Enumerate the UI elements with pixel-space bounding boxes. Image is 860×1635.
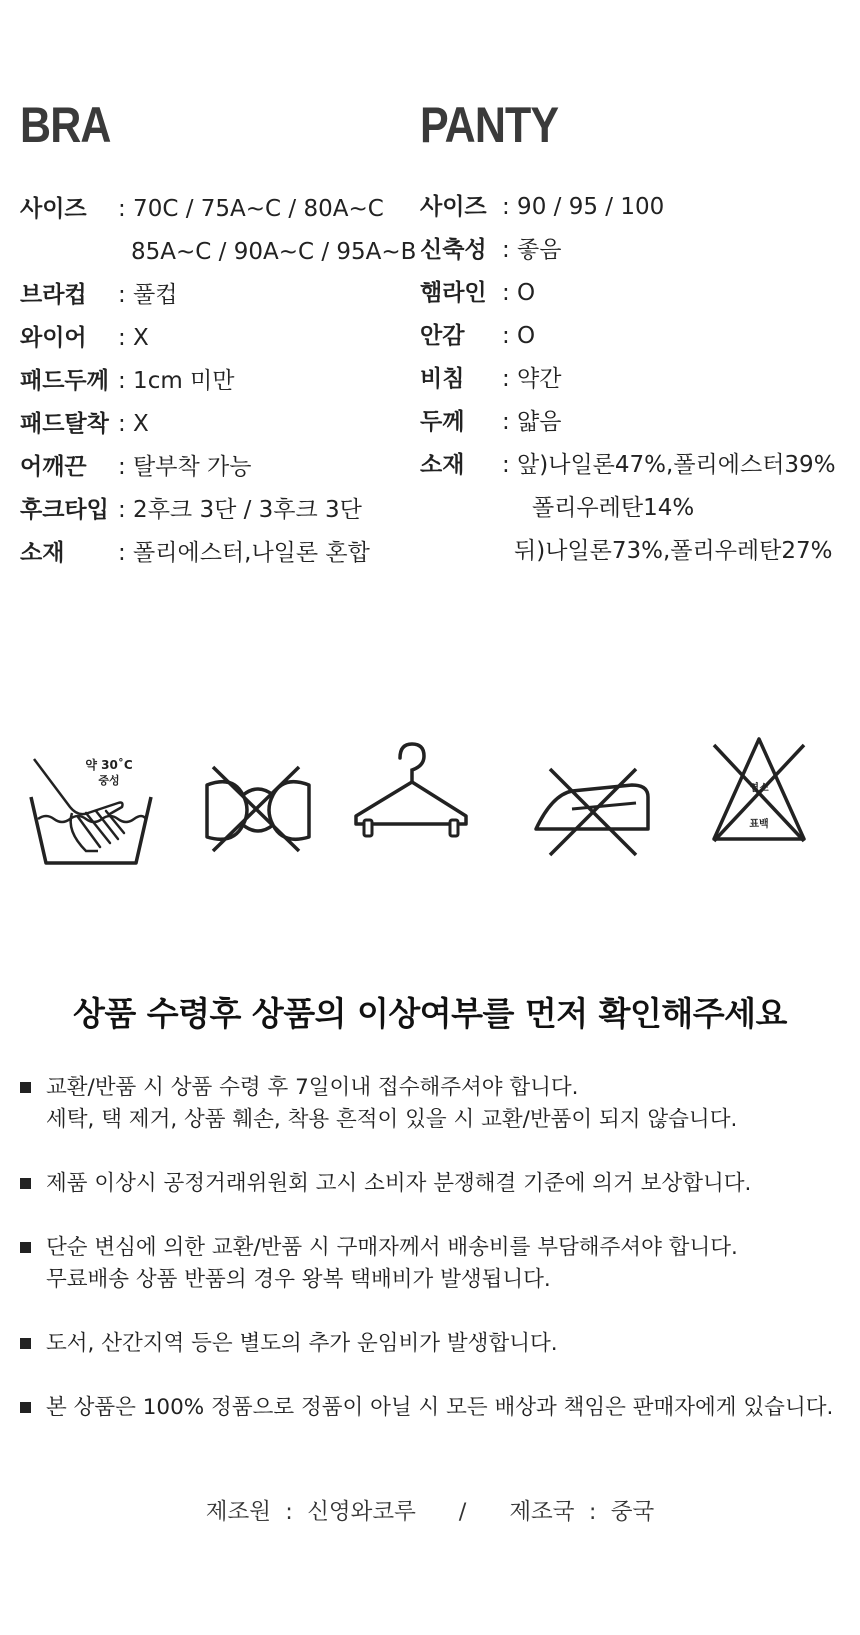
panty-row-lining: 안감 : O bbox=[420, 323, 536, 349]
bra-row-pad-thickness: 패드두께 : 1cm 미만 bbox=[20, 368, 235, 394]
notice-title: 상품 수령후 상품의 이상여부를 먼저 확인해주세요 bbox=[73, 994, 787, 1033]
svg-text:약 30˚C: 약 30˚C bbox=[85, 758, 133, 772]
notice-list bbox=[20, 1072, 850, 1424]
square-bullet-icon bbox=[20, 1178, 31, 1189]
bra-spec-list bbox=[20, 188, 416, 575]
maker-label: 제조원 bbox=[205, 1499, 271, 1525]
notice-item: 도서, 산간지역 등은 별도의 추가 운임비가 발생합니다. bbox=[20, 1328, 850, 1360]
notice-item: 교환/반품 시 상품 수령 후 7일이내 접수해주셔야 합니다. 세탁, 택 제거, 상품 훼손, 착용 흔적이 있을 시 교환/반품이 되지 않습니다. bbox=[20, 1072, 850, 1136]
panty-row-material: 소재 : 앞)나일론47%,폴리에스터39% bbox=[420, 452, 836, 478]
maker-name: 신영와코루 bbox=[307, 1499, 416, 1525]
bra-row-material: 소재 : 폴리에스터,나일론 혼합 bbox=[20, 540, 370, 566]
panty-heading: PANTY bbox=[420, 97, 559, 153]
bra-row-hook: 후크타입 : 2후크 3단 / 3후크 3단 bbox=[20, 497, 362, 523]
care-icons bbox=[0, 755, 860, 885]
hand-wash-icon bbox=[26, 755, 161, 875]
bra-row-pad-removable: 패드탈착 : X bbox=[20, 411, 149, 437]
no-bleach-icon bbox=[710, 735, 808, 845]
notice-item: 본 상품은 100% 정품으로 정품이 아닐 시 모든 배상과 책임은 판매자에게 있습니다. bbox=[20, 1392, 850, 1424]
panty-row-sheerness: 비침 : 약간 bbox=[420, 366, 562, 392]
notice-item: 제품 이상시 공정거래위원회 고시 소비자 분쟁해결 기준에 의거 보상합니다. bbox=[20, 1168, 850, 1200]
panty-row-thickness: 두께 : 얇음 bbox=[420, 409, 562, 435]
svg-text:중성: 중성 bbox=[98, 774, 120, 787]
bra-row-strap: 어깨끈 : 탈부착 가능 bbox=[20, 454, 252, 480]
no-wring-icon bbox=[203, 765, 313, 855]
square-bullet-icon bbox=[20, 1402, 31, 1413]
panty-row-material-cont2: 뒤)나일론73%,폴리우레탄27% bbox=[514, 538, 833, 564]
square-bullet-icon bbox=[20, 1242, 31, 1253]
square-bullet-icon bbox=[20, 1082, 31, 1093]
bra-heading: BRA bbox=[20, 97, 111, 153]
panty-row-hemline: 햄라인 : O bbox=[420, 280, 536, 306]
no-iron-icon bbox=[532, 765, 654, 857]
panty-row-elasticity: 신축성 : 좋음 bbox=[420, 237, 562, 263]
country-label: 제조국 bbox=[509, 1499, 575, 1525]
square-bullet-icon bbox=[20, 1338, 31, 1349]
bra-row-size-cont: 85A~C / 90A~C / 95A~B bbox=[131, 239, 417, 265]
svg-text:염소: 염소 bbox=[749, 783, 769, 794]
hanger-dry-icon bbox=[350, 740, 472, 850]
bra-row-cup: 브라컵 : 풀컵 bbox=[20, 282, 178, 308]
footer-separator: / bbox=[458, 1499, 467, 1525]
bra-row-wire: 와이어 : X bbox=[20, 325, 149, 351]
manufacturer-info: 제조원 : 신영와코루 / 제조국 : 중국 bbox=[205, 1499, 655, 1525]
svg-text:표백: 표백 bbox=[749, 819, 769, 830]
panty-row-size: 사이즈 : 90 / 95 / 100 bbox=[420, 194, 665, 220]
country-name: 중국 bbox=[610, 1499, 655, 1525]
panty-spec-list bbox=[420, 186, 836, 573]
bra-row-size: 사이즈 : 70C / 75A~C / 80A~C bbox=[20, 196, 384, 222]
notice-item: 단순 변심에 의한 교환/반품 시 구매자께서 배송비를 부담해주셔야 합니다. 무료배송 상품 반품의 경우 왕복 택배비가 발생됩니다. bbox=[20, 1232, 850, 1296]
panty-row-material-cont1: 폴리우레탄14% bbox=[532, 495, 695, 521]
